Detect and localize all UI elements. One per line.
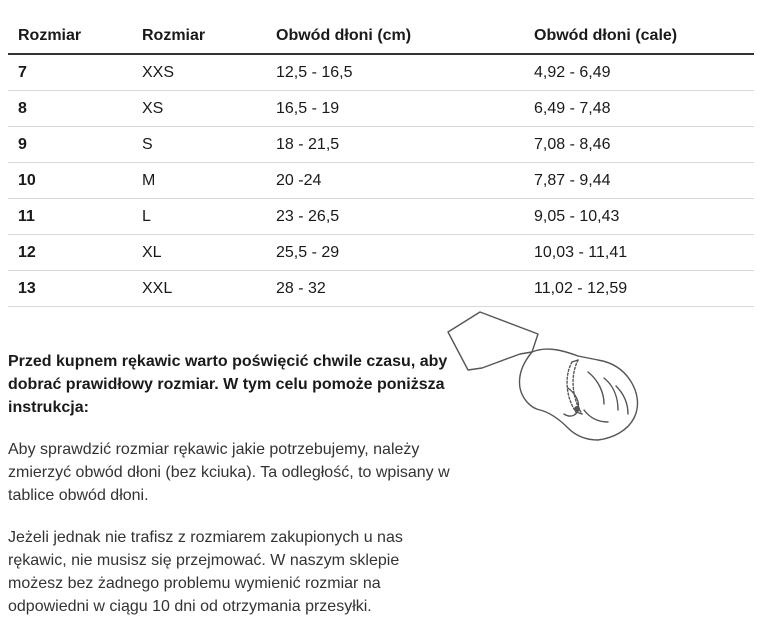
instruction-paragraph: Aby sprawdzić rozmiar rękawic jakie potrzebujemy, należy zmierzyć obwód dłoni (bez kciuka). Ta odległość, to wpisany w tablice obwód dłoni. [8,441,450,504]
size-number-cell: 8 [8,91,132,127]
header-size-letter: Rozmiar [132,18,266,54]
header-hand-cm: Obwód dłoni (cm) [266,18,524,54]
table-row [8,199,754,235]
size-chart-table [8,18,754,307]
header-size-number: Rozmiar [8,18,132,54]
table-row [8,163,754,199]
table-row [8,54,754,91]
hand-cm-cell: 23 - 26,5 [266,199,524,235]
table-row [8,271,754,307]
hand-cm-cell: 16,5 - 19 [266,91,524,127]
exchange-policy-paragraph: Jeżeli jednak nie trafisz z rozmiarem zakupionych u nas rękawic, nie musisz się przejmować. W naszym sklepie możesz bez żadnego problemu wymienić rozmiar na odpowiedni w ciągu 10 dni od otrzymania przesyłki. [8,529,403,615]
table-row [8,235,754,271]
hand-cm-cell: 18 - 21,5 [266,127,524,163]
table-row [8,91,754,127]
size-letter-cell: XXS [132,54,266,91]
size-number-cell: 7 [8,54,132,91]
table-row [8,127,754,163]
intro-heading: Przed kupnem rękawic warto poświęcić chwile czasu, aby dobrać prawidłowy rozmiar. W tym celu pomoże poniższa instrukcja: [8,353,448,416]
size-letter-cell: XXL [132,271,266,307]
table-header-row [8,18,754,54]
header-hand-inches: Obwód dłoni (cale) [524,18,754,54]
hand-inches-cell: 11,02 - 12,59 [524,271,754,307]
hand-inches-cell: 7,08 - 8,46 [524,127,754,163]
size-letter-cell: L [132,199,266,235]
size-number-cell: 12 [8,235,132,271]
hand-cm-cell: 12,5 - 16,5 [266,54,524,91]
hand-inches-cell: 6,49 - 7,48 [524,91,754,127]
hand-inches-cell: 7,87 - 9,44 [524,163,754,199]
hand-inches-cell: 4,92 - 6,49 [524,54,754,91]
size-number-cell: 13 [8,271,132,307]
hand-cm-cell: 28 - 32 [266,271,524,307]
size-letter-cell: S [132,127,266,163]
hand-measurement-icon [438,306,648,446]
hand-cm-cell: 25,5 - 29 [266,235,524,271]
hand-cm-cell: 20 -24 [266,163,524,199]
size-letter-cell: M [132,163,266,199]
size-number-cell: 11 [8,199,132,235]
size-number-cell: 10 [8,163,132,199]
hand-inches-cell: 10,03 - 11,41 [524,235,754,271]
size-letter-cell: XS [132,91,266,127]
size-number-cell: 9 [8,127,132,163]
size-letter-cell: XL [132,235,266,271]
hand-inches-cell: 9,05 - 10,43 [524,199,754,235]
